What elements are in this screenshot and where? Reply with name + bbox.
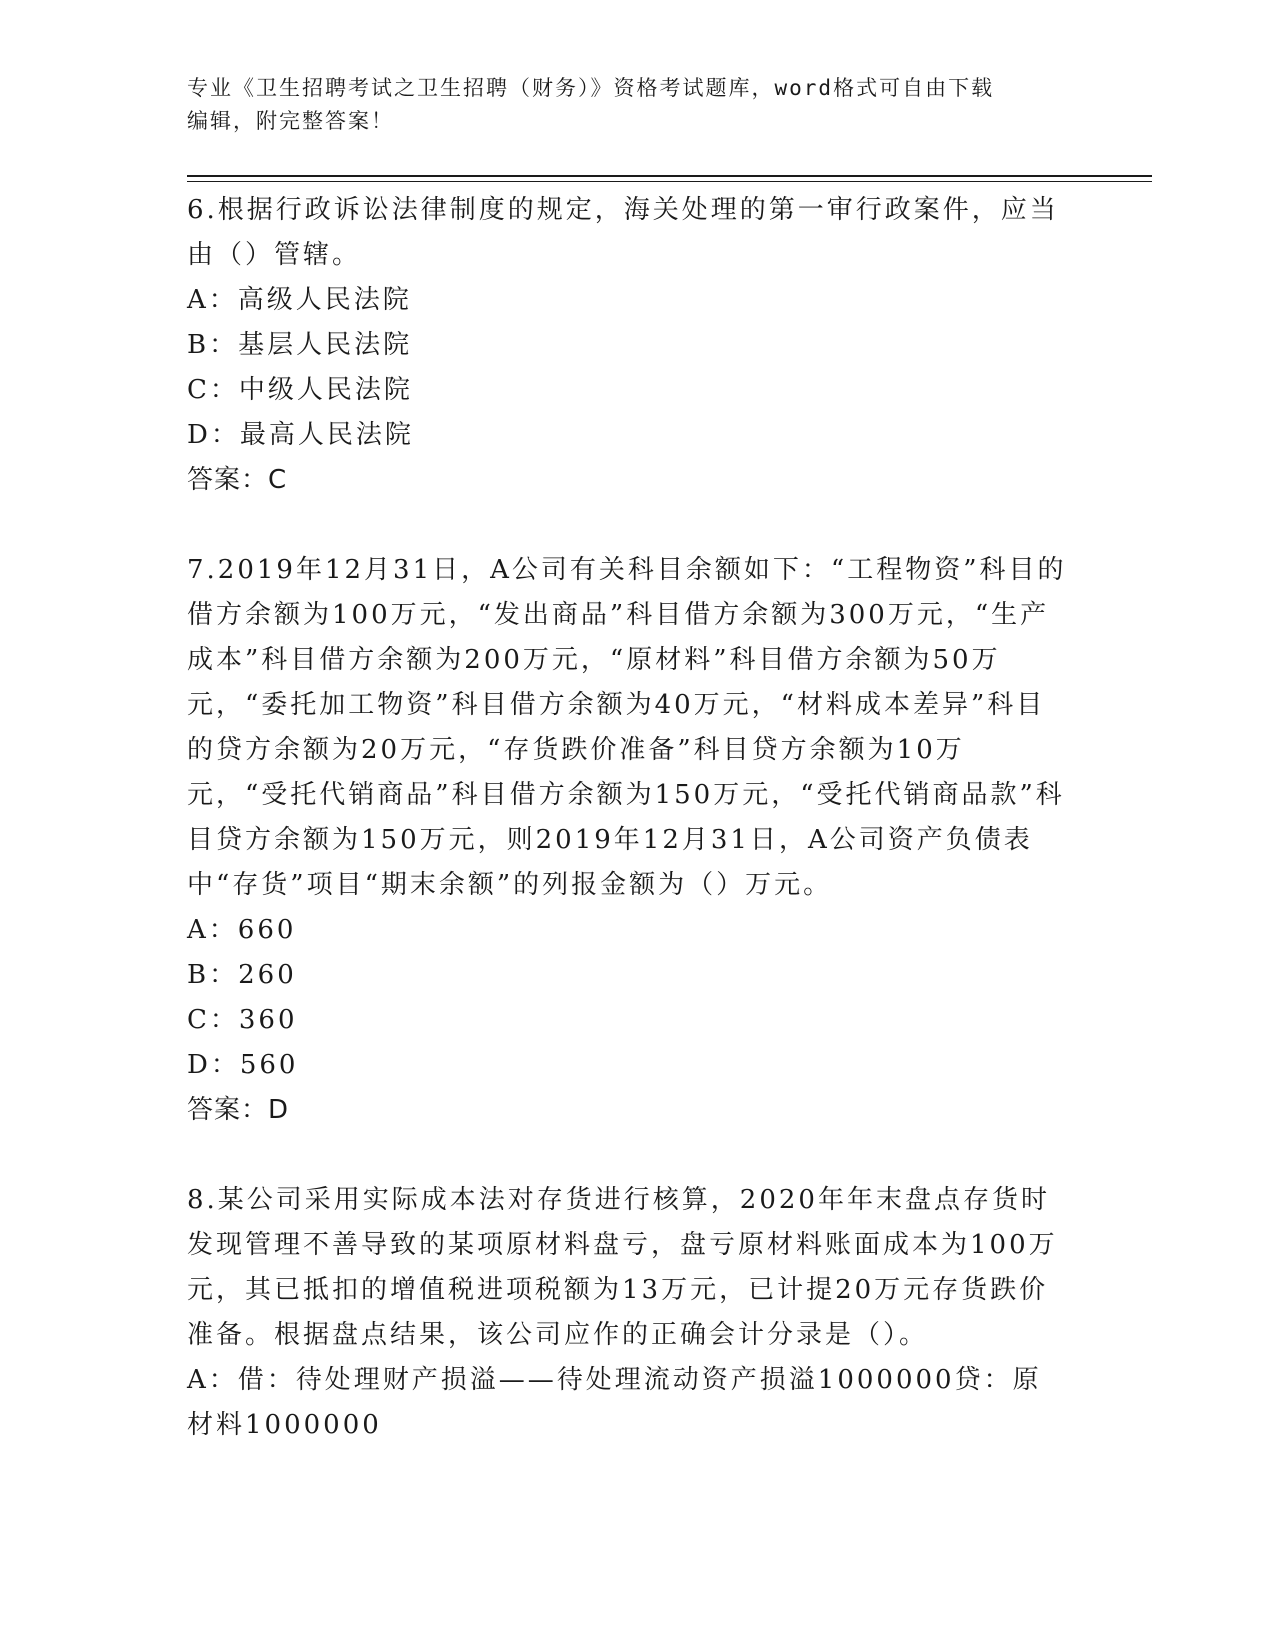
header-divider-thick (187, 175, 1152, 177)
question-text: 8.某公司采用实际成本法对存货进行核算，2020年年末盘点存货时发现管理不善导致的某项原材料盘亏，盘亏原材料账面成本为100万元，其已抵扣的增值税进项税额为13万元，已计提20万元存货跌价准备。根据盘点结果，该公司应作的正确会计分录是（）。 (187, 1185, 1058, 1350)
spacer (187, 503, 1067, 548)
option-a: A：660 (187, 915, 297, 945)
header-divider-thin (187, 181, 1152, 182)
question-6 (187, 188, 1067, 503)
option-a: A：借：待处理财产损溢——待处理流动资产损溢1000000贷：原材料1000000 (187, 1365, 1042, 1440)
option-d: D：560 (187, 1050, 299, 1080)
option-b: B：基层人民法院 (187, 330, 413, 360)
question-text: 7.2019年12月31日，A公司有关科目余额如下：“工程物资”科目的借方余额为100万元，“发出商品”科目借方余额为300万元，“生产成本”科目借方余额为200万元，“原材料”科目借方余额为50万元，“委托加工物资”科目借方余额为40万元，“材料成本差异”科目的贷方余额为20万元，“存货跌价准备”科目贷方余额为10万元，“受托代销商品”科目借方余额为150万元，“受托代销商品款”科目贷方余额为150万元，则2019年12月31日，A公司资产负债表中“存货”项目“期末余额”的列报金额为（）万元。 (187, 555, 1067, 900)
answer-line: 答案：C (187, 465, 288, 495)
option-c: C：中级人民法院 (187, 375, 413, 405)
document-header (187, 72, 1067, 138)
answer-line: 答案：D (187, 1095, 290, 1125)
question-8 (187, 1178, 1067, 1448)
spacer (187, 1133, 1067, 1178)
header-line-1: 专业《卫生招聘考试之卫生招聘（财务）》资格考试题库，word格式可自由下载 (187, 76, 995, 100)
question-list (187, 188, 1067, 1448)
question-text: 6.根据行政诉讼法律制度的规定，海关处理的第一审行政案件，应当由（）管辖。 (187, 195, 1059, 270)
option-a: A：高级人民法院 (187, 285, 412, 315)
option-b: B：260 (187, 960, 297, 990)
option-c: C：360 (187, 1005, 298, 1035)
option-d: D：最高人民法院 (187, 420, 414, 450)
question-7 (187, 548, 1067, 1133)
header-line-2: 编辑，附完整答案！ (187, 109, 394, 133)
